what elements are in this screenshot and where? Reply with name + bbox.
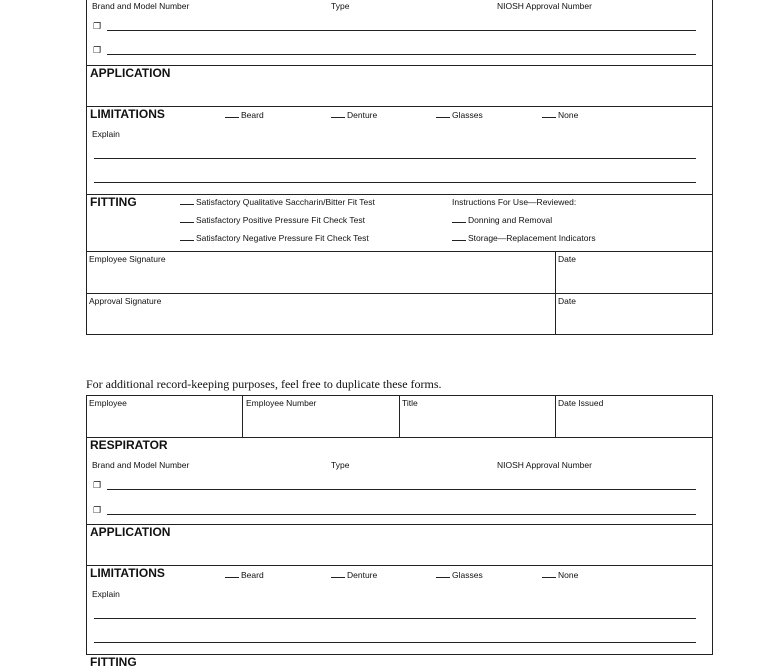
fit-positive-label: Satisfactory Positive Pressure Fit Check Test — [196, 215, 365, 225]
glasses-label: Glasses — [452, 570, 483, 580]
limitations-heading: LIMITATIONS — [90, 566, 165, 580]
brand-model-label: Brand and Model Number — [92, 1, 190, 11]
explain-line-2[interactable] — [94, 642, 696, 643]
fitting-heading: FITTING — [90, 655, 137, 669]
denture-label: Denture — [347, 110, 378, 120]
beard-option[interactable] — [225, 110, 264, 120]
denture-label: Denture — [347, 570, 378, 580]
fitting-heading: FITTING — [90, 195, 137, 209]
respirator-line-1[interactable] — [107, 489, 696, 490]
fit-positive-item[interactable] — [180, 215, 365, 225]
none-option[interactable] — [542, 110, 578, 120]
respirator-line-2[interactable] — [107, 54, 696, 55]
niosh-label: NIOSH Approval Number — [497, 1, 592, 11]
storage-label: Storage—Replacement Indicators — [468, 233, 596, 243]
limitations-heading: LIMITATIONS — [90, 107, 165, 121]
none-label: None — [558, 110, 579, 120]
type-label: Type — [331, 460, 350, 470]
none-label: None — [558, 570, 579, 580]
donning-item[interactable] — [452, 215, 552, 225]
employee-signature-label: Employee Signature — [89, 254, 166, 264]
employee-label: Employee — [89, 398, 127, 408]
employee-number-label: Employee Number — [246, 398, 317, 408]
instructions-label: Instructions For Use—Reviewed: — [452, 197, 577, 207]
beard-label: Beard — [241, 570, 264, 580]
beard-option[interactable] — [225, 570, 264, 580]
approval-signature-label: Approval Signature — [89, 296, 162, 306]
fit-negative-label: Satisfactory Negative Pressure Fit Check Test — [196, 233, 369, 243]
storage-item[interactable] — [452, 233, 596, 243]
brand-model-label: Brand and Model Number — [92, 460, 190, 470]
approval-signature-row[interactable] — [86, 293, 713, 335]
fit-negative-item[interactable] — [180, 233, 369, 243]
glasses-label: Glasses — [452, 110, 483, 120]
respirator-checkbox-2[interactable]: ❐ — [93, 505, 102, 515]
respirator-section — [86, 437, 713, 525]
explain-line-1[interactable] — [94, 618, 696, 619]
fit-qualitative-item[interactable] — [180, 197, 375, 207]
application-section[interactable] — [86, 524, 713, 566]
glasses-option[interactable] — [436, 110, 483, 120]
fit-qualitative-label: Satisfactory Qualitative Saccharin/Bitter Fit Test — [196, 197, 375, 207]
denture-option[interactable] — [331, 110, 377, 120]
duplicate-note: For additional record-keeping purposes, feel free to duplicate these forms. — [86, 377, 442, 391]
application-section[interactable] — [86, 65, 713, 107]
niosh-label: NIOSH Approval Number — [497, 460, 592, 470]
glasses-option[interactable] — [436, 570, 483, 580]
none-option[interactable] — [542, 570, 578, 580]
donning-label: Donning and Removal — [468, 215, 553, 225]
respirator-checkbox-1[interactable]: ❐ — [93, 21, 102, 31]
date-label: Date — [558, 254, 576, 264]
respirator-line-2[interactable] — [107, 514, 696, 515]
explain-line-2[interactable] — [94, 182, 696, 183]
date-issued-label: Date Issued — [558, 398, 604, 408]
type-label: Type — [331, 1, 350, 11]
title-label: Title — [402, 398, 418, 408]
explain-label: Explain — [92, 129, 120, 139]
denture-option[interactable] — [331, 570, 377, 580]
respirator-checkbox-1[interactable]: ❐ — [93, 480, 102, 490]
application-heading: APPLICATION — [90, 525, 171, 539]
date-label: Date — [558, 296, 576, 306]
application-heading: APPLICATION — [90, 66, 171, 80]
employee-signature-row[interactable] — [86, 251, 713, 294]
beard-label: Beard — [241, 110, 264, 120]
respirator-line-1[interactable] — [107, 30, 696, 31]
explain-label: Explain — [92, 589, 120, 599]
respirator-heading: RESPIRATOR — [90, 438, 168, 452]
respirator-checkbox-2[interactable]: ❐ — [93, 45, 102, 55]
explain-line-1[interactable] — [94, 158, 696, 159]
